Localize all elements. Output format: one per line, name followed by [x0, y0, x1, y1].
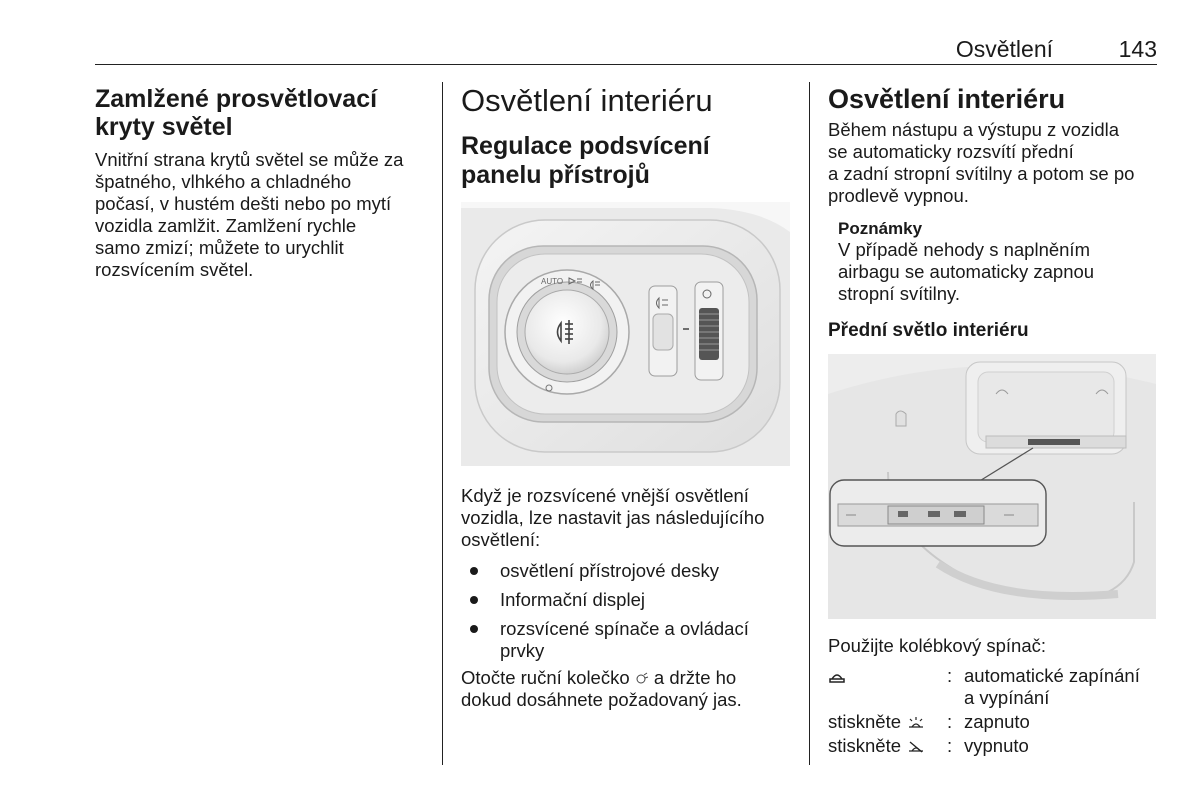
fog-switch-button	[649, 286, 677, 376]
column-3	[828, 82, 1158, 761]
definition-row-auto	[828, 665, 1140, 708]
definition-value: vypnuto	[964, 735, 1029, 756]
definition-colon: :	[947, 665, 953, 686]
column-2	[461, 82, 793, 711]
fogging-paragraph: Vnitřní strana krytů světel se může za špatného, vlhkého a chladného počasí, v hustém dešti nebo po mytí vozidla zamlžit. Zamlžení rychle samo zmizí; můžete to urychlit rozsvícením světel.	[95, 149, 404, 280]
note-title: Poznámky	[838, 219, 923, 238]
light-switch-figure	[461, 202, 790, 466]
bullet-item: rozsvícené spínače a ovládací prvky	[461, 618, 793, 662]
rocker-definitions	[828, 665, 1158, 761]
definition-term: stiskněte	[828, 735, 902, 756]
rocker-instruction: Použijte kolébkový spínač:	[828, 635, 1047, 656]
running-section-title: Osvětlení	[955, 36, 1053, 62]
definition-value: zapnuto	[964, 711, 1030, 732]
definition-row-on	[828, 711, 1030, 733]
definition-colon: :	[947, 711, 953, 732]
dimmer-wheel	[695, 282, 723, 380]
bullet-item: Informační displej	[461, 589, 793, 611]
bullet-icon	[470, 596, 478, 604]
dimming-intro: Když je rozsvícené vnější osvětlení vozidla, lze nastavit jas následujícího osvětlení:	[461, 485, 765, 550]
door-lamp-icon	[828, 670, 846, 684]
definition-value: automatické zapínání a vypínání	[964, 665, 1140, 708]
page-number: 143	[1118, 36, 1157, 62]
column-divider-1	[442, 82, 443, 765]
dimming-closing: Otočte ruční kolečko a držte ho dokud dosáhnete požadovaný jas.	[461, 667, 742, 710]
definition-row-off	[828, 735, 1029, 757]
subsection-heading-dimming: Regulace podsvícení panelu přístrojů	[461, 132, 710, 189]
interior-paragraph: Během nástupu a výstupu z vozidla se automaticky rozsvítí přední a zadní stropní svítilny a potom se po prodlevě vypnou.	[828, 119, 1135, 206]
definition-colon: :	[947, 735, 953, 756]
chapter-heading: Osvětlení interiéru	[461, 83, 713, 118]
dimmer-wheel-icon	[635, 672, 649, 686]
bullet-item: osvětlení přístrojové desky	[461, 560, 793, 582]
note-text: V případě nehody s naplněním airbagu se automaticky zapnou stropní svítilny.	[838, 239, 1095, 304]
subheading-front-light: Přední světlo interiéru	[828, 320, 1029, 341]
column-1	[95, 82, 430, 281]
note-box	[828, 218, 1158, 305]
rocker-switch-zoom	[830, 480, 1046, 546]
front-interior-light-figure	[828, 354, 1156, 619]
bullet-icon	[470, 625, 478, 633]
bullet-icon	[470, 567, 478, 575]
section-heading-fogging: Zamlžené prosvětlovací kryty světel	[95, 85, 378, 141]
column-divider-2	[809, 82, 810, 765]
section-heading-interior: Osvětlení interiéru	[828, 84, 1066, 114]
definition-term: stiskněte	[828, 711, 902, 732]
lamp-off-icon	[906, 740, 926, 754]
dimming-bullet-list	[461, 560, 793, 662]
page-header	[95, 34, 1157, 65]
auto-label: AUTO	[541, 277, 564, 286]
lamp-on-icon	[906, 716, 926, 730]
